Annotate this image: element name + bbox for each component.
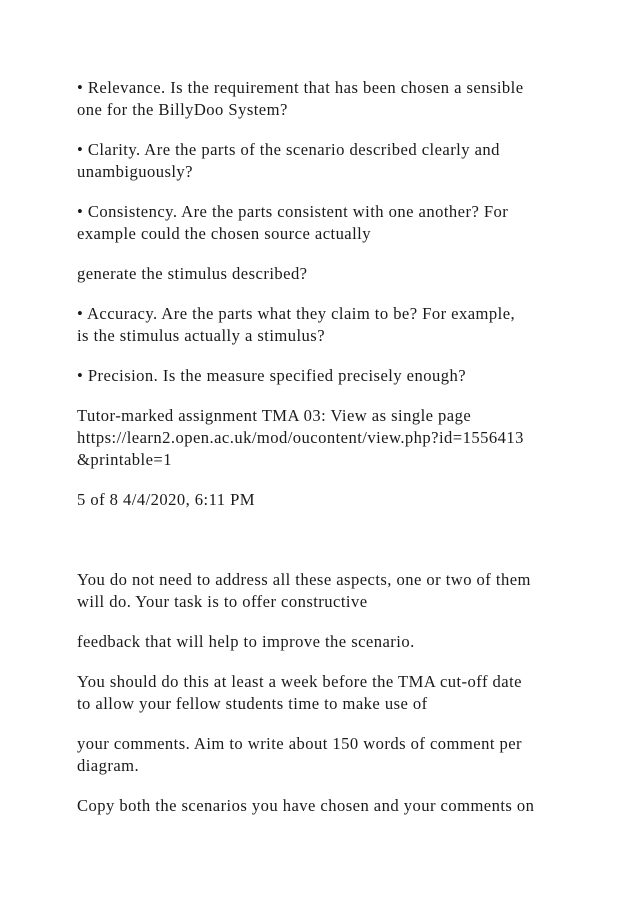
text-line: example could the chosen source actually (77, 224, 371, 243)
text-line: is the stimulus actually a stimulus? (77, 326, 326, 345)
text-line: Copy both the scenarios you have chosen and your comments on (77, 796, 535, 815)
text-line: diagram. (77, 756, 140, 775)
text-line: feedback that will help to improve the scenario. (77, 632, 415, 651)
text-line: unambiguously? (77, 162, 193, 181)
text-line: Tutor-marked assignment TMA 03: View as single page (77, 406, 472, 425)
text-line: • Precision. Is the measure specified precisely enough? (77, 366, 467, 385)
text-line: https://learn2.open.ac.uk/mod/oucontent/view.php?id=1556413 (77, 428, 524, 447)
text-line: to allow your fellow students time to make use of (77, 694, 428, 713)
text-line: &printable=1 (77, 450, 172, 469)
text-line: You should do this at least a week before the TMA cut-off date (77, 672, 522, 691)
text-line: will do. Your task is to offer constructive (77, 592, 368, 611)
text-line: • Clarity. Are the parts of the scenario described clearly and (77, 140, 500, 159)
text-line: • Consistency. Are the parts consistent with one another? For (77, 202, 509, 221)
text-line: one for the BillyDoo System? (77, 100, 288, 119)
text-line: • Accuracy. Are the parts what they claim to be? For example, (77, 304, 516, 323)
text-line: generate the stimulus described? (77, 264, 308, 283)
text-line: • Relevance. Is the requirement that has been chosen a sensible (77, 78, 524, 97)
text-line: 5 of 8 4/4/2020, 6:11 PM (77, 490, 255, 509)
text-line: You do not need to address all these aspects, one or two of them (77, 570, 531, 589)
text-line: your comments. Aim to write about 150 words of comment per (77, 734, 523, 753)
